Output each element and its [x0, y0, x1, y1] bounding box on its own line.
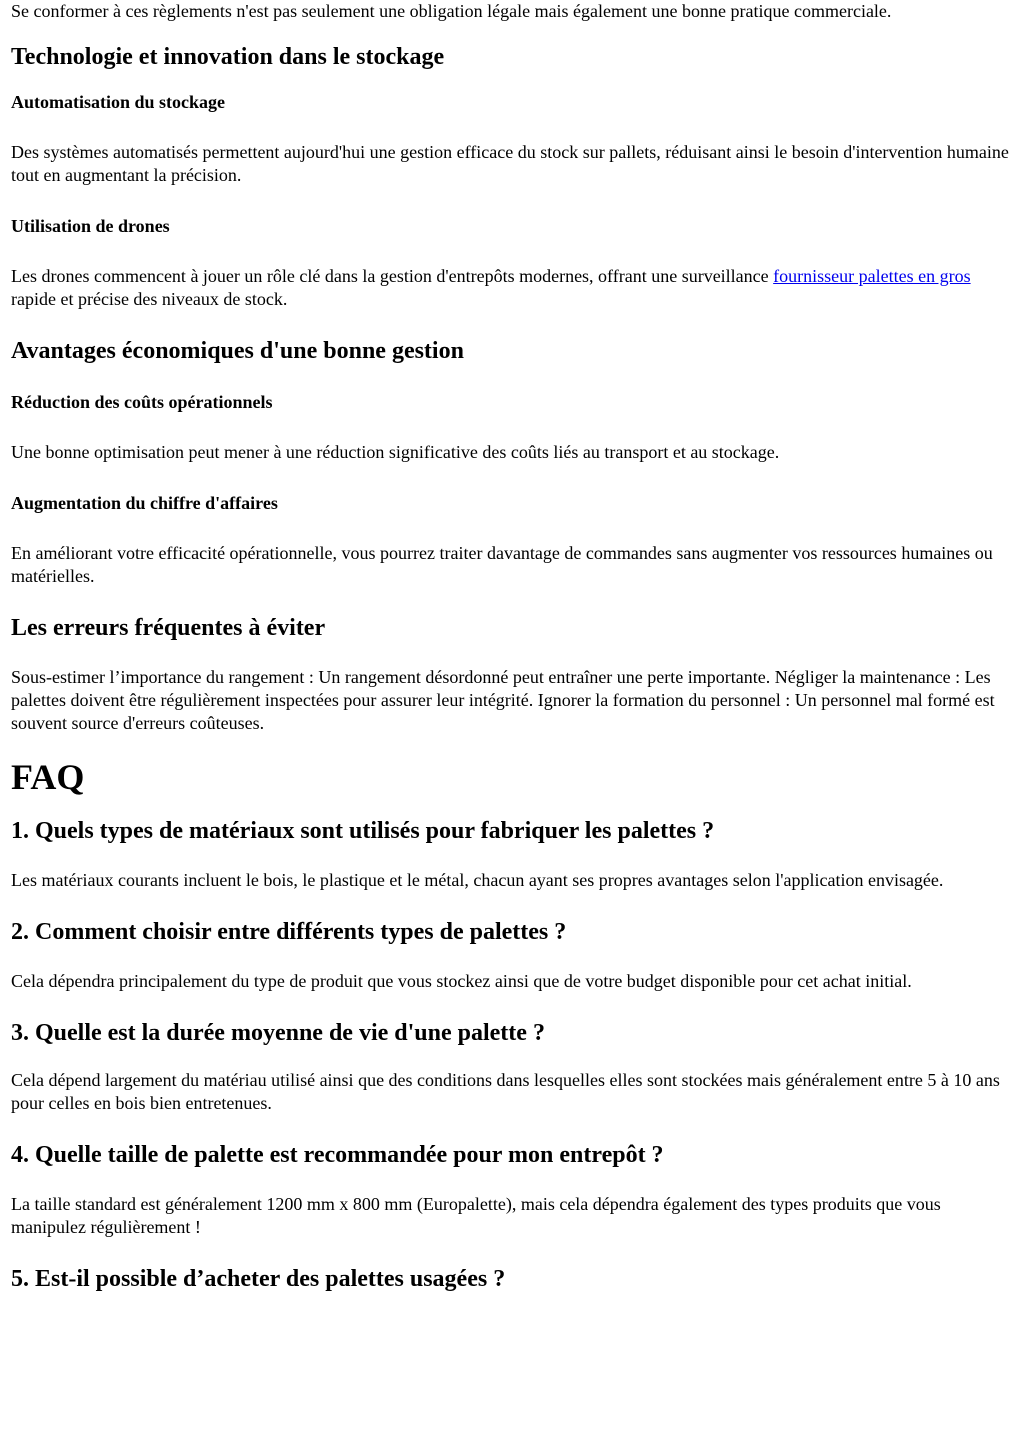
- faq-answer: Cela dépend largement du matériau utilisé ainsi que des conditions dans lesquelles elles sont stockées mais généralement entre 5 à 10 ans pour celles en bois bien entretenues.: [11, 1070, 1000, 1113]
- section-heading-technology: Technologie et innovation dans le stockage: [11, 44, 445, 70]
- subheading-automation: Automatisation du stockage: [11, 92, 226, 112]
- paragraph-errors: Sous-estimer l’importance du rangement : Un rangement désordonné peut entraîner une perte importante. Négliger la maintenance : Les palettes doivent être régulièrement inspectées pour assurer leur intégrité. Ignorer la formation du personnel : Un personnel mal formé est souvent source d'erreurs coûteuses.: [11, 667, 995, 733]
- drones-text-before: Les drones commencent à jouer un rôle clé dans la gestion d'entrepôts modernes, offrant une surveillance: [11, 266, 774, 286]
- faq-answer: Les matériaux courants incluent le bois, le plastique et le métal, chacun ayant ses propres avantages selon l'application envisagée.: [11, 870, 944, 890]
- subheading-revenue: Augmentation du chiffre d'affaires: [11, 493, 278, 513]
- paragraph-costs: Une bonne optimisation peut mener à une réduction significative des coûts liés au transport et au stockage.: [11, 442, 780, 462]
- faq-heading: FAQ: [11, 757, 85, 797]
- subheading-drones: Utilisation de drones: [11, 216, 170, 236]
- faq-question: 2. Comment choisir entre différents types de palettes ?: [11, 919, 567, 945]
- subheading-costs: Réduction des coûts opérationnels: [11, 392, 273, 412]
- paragraph-revenue: En améliorant votre efficacité opérationnelle, vous pourrez traiter davantage de commandes sans augmenter vos ressources humaines ou matérielles.: [11, 543, 993, 586]
- faq-list: [11, 817, 1013, 1293]
- supplier-link[interactable]: fournisseur palettes en gros: [773, 266, 971, 286]
- drones-text-after: rapide et précise des niveaux de stock.: [11, 289, 288, 309]
- faq-question: 5. Est-il possible d’acheter des palettes usagées ?: [11, 1266, 506, 1292]
- faq-question: 1. Quels types de matériaux sont utilisés pour fabriquer les palettes ?: [11, 818, 715, 844]
- paragraph-automation: Des systèmes automatisés permettent aujourd'hui une gestion efficace du stock sur pallets, réduisant ainsi le besoin d'intervention humaine tout en augmentant la précision.: [11, 142, 1009, 185]
- intro-paragraph: Se conformer à ces règlements n'est pas seulement une obligation légale mais également une bonne pratique commerciale.: [11, 1, 892, 21]
- paragraph-drones: [11, 265, 1013, 311]
- faq-answer: Cela dépendra principalement du type de produit que vous stockez ainsi que de votre budget disponible pour cet achat initial.: [11, 971, 912, 991]
- section-heading-errors: Les erreurs fréquentes à éviter: [11, 615, 326, 641]
- faq-question: 4. Quelle taille de palette est recommandée pour mon entrepôt ?: [11, 1142, 664, 1168]
- section-heading-economics: Avantages économiques d'une bonne gestion: [11, 338, 464, 364]
- faq-question: 3. Quelle est la durée moyenne de vie d'une palette ?: [11, 1020, 545, 1046]
- faq-answer: La taille standard est généralement 1200 mm x 800 mm (Europalette), mais cela dépendra également des types produits que vous manipulez régulièrement !: [11, 1194, 941, 1237]
